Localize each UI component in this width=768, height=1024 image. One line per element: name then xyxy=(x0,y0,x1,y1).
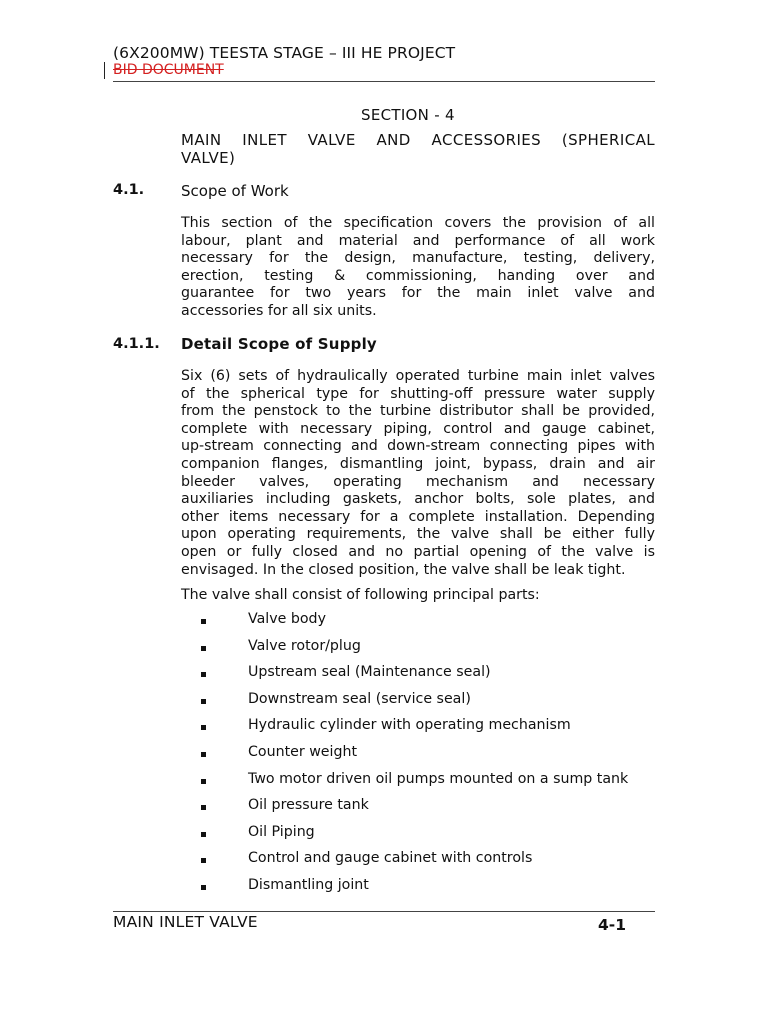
bullet-icon xyxy=(201,646,206,651)
paragraph-line: Six (6) sets of hydraulically operated turbine main inlet valves xyxy=(181,368,655,384)
bullet-icon xyxy=(201,725,206,730)
bullet-icon xyxy=(201,885,206,890)
paragraph-line: erection, testing & commissioning, handing over and xyxy=(181,267,655,284)
paragraph-line: open or fully closed and no partial opening of the valve is xyxy=(181,543,655,560)
section-title-line: MAIN INLET VALVE AND ACCESSORIES (SPHERICAL xyxy=(181,131,655,149)
parts-intro: The valve shall consist of following principal parts: xyxy=(181,587,540,603)
clause-heading: Scope of Work xyxy=(181,182,289,200)
paragraph-line: upon operating requirements, the valve shall be either fully xyxy=(181,526,655,543)
bullet-icon xyxy=(201,699,206,704)
paragraph-line: labour, plant and material and performance of all work xyxy=(181,232,655,249)
header-title: (6X200MW) TEESTA STAGE – III HE PROJECT xyxy=(113,44,456,62)
list-item-label: Downstream seal (service seal) xyxy=(248,690,471,707)
paragraph-line: other items necessary for a complete installation. Depending xyxy=(181,508,655,525)
scope-of-work-paragraph xyxy=(181,215,655,321)
footer-rule xyxy=(113,911,655,912)
list-item-label: Hydraulic cylinder with operating mechanism xyxy=(248,717,571,734)
paragraph-line: This section of the specification covers the provision of all xyxy=(181,215,655,231)
bullet-icon xyxy=(201,779,206,784)
list-item-label: Two motor driven oil pumps mounted on a sump tank xyxy=(248,770,629,787)
paragraph-line: guarantee for two years for the main inlet valve and xyxy=(181,285,655,302)
paragraph-line: of the spherical type for shutting-off pressure water supply xyxy=(181,385,655,402)
list-item-label: Oil Piping xyxy=(248,823,315,840)
list-item-label: Oil pressure tank xyxy=(248,797,369,814)
bullet-icon xyxy=(201,805,206,810)
list-item-label: Upstream seal (Maintenance seal) xyxy=(248,664,491,681)
header-rule xyxy=(113,81,655,82)
paragraph-line: up-stream connecting and down-stream connecting pipes with xyxy=(181,438,655,455)
footer-title: MAIN INLET VALVE xyxy=(113,913,258,931)
detail-scope-paragraph xyxy=(181,368,655,579)
bullet-icon xyxy=(201,752,206,757)
section-title-line: VALVE) xyxy=(181,149,236,167)
paragraph-line: auxiliaries including gaskets, anchor bolts, sole plates, and xyxy=(181,491,655,508)
header-subtitle: BID DOCUMENT xyxy=(113,62,224,78)
list-item-label: Valve rotor/plug xyxy=(248,637,361,654)
list-item-label: Valve body xyxy=(248,611,326,627)
bullet-icon xyxy=(201,619,206,624)
bullet-icon xyxy=(201,832,206,837)
section-title xyxy=(181,131,655,167)
list-item-label: Dismantling joint xyxy=(248,876,369,893)
clause-number: 4.1. xyxy=(113,182,145,198)
bullet-icon xyxy=(201,672,206,677)
clause-number: 4.1.1. xyxy=(113,336,160,352)
paragraph-line: bleeder valves, operating mechanism and necessary xyxy=(181,473,655,490)
page-number: 4-1 xyxy=(598,916,627,934)
bullet-icon xyxy=(201,858,206,863)
paragraph-line: accessories for all six units. xyxy=(181,302,377,319)
clause-heading: Detail Scope of Supply xyxy=(181,335,377,353)
list-item-label: Control and gauge cabinet with controls xyxy=(248,850,533,867)
paragraph-line: companion flanges, dismantling joint, bypass, drain and air xyxy=(181,455,655,472)
paragraph-line: complete with necessary piping, control and gauge cabinet, xyxy=(181,420,655,437)
header-margin-bar xyxy=(104,62,105,79)
section-label: SECTION - 4 xyxy=(361,106,455,124)
paragraph-line: from the penstock to the turbine distributor shall be provided, xyxy=(181,403,655,420)
paragraph-line: necessary for the design, manufacture, testing, delivery, xyxy=(181,250,655,267)
list-item-label: Counter weight xyxy=(248,743,358,760)
paragraph-line: envisaged. In the closed position, the valve shall be leak tight. xyxy=(181,561,626,578)
